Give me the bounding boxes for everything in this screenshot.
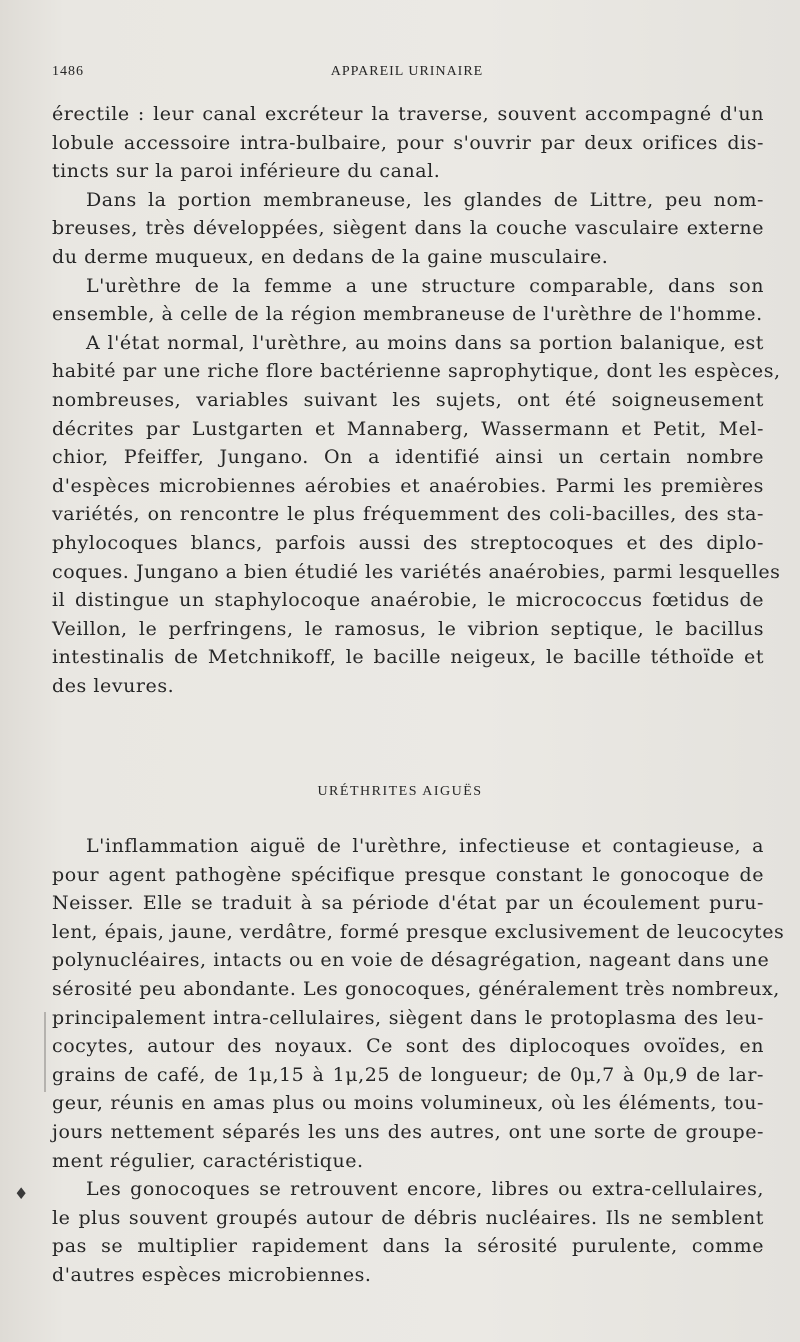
text-line: Les gonocoques se retrouvent encore, libres ou extra-cellulaires,: [86, 1178, 764, 1201]
section-title: URÉTHRITES AIGUËS: [317, 784, 483, 799]
running-title: APPAREIL URINAIRE: [330, 64, 484, 79]
text-line: habité par une riche flore bactérienne saprophytique, dont les espèces,: [52, 360, 781, 383]
text-line: coques. Jungano a bien étudié les variétés anaérobies, parmi lesquelles: [52, 560, 781, 583]
text-line: le plus souvent groupés autour de débris nucléaires. Ils ne semblent: [52, 1206, 764, 1229]
text-line: lent, épais, jaune, verdâtre, formé presque exclusivement de leucocytes: [52, 920, 785, 943]
text-line: variétés, on rencontre le plus fréquemment des coli-bacilles, des sta-: [52, 503, 764, 526]
text-line: intestinalis de Metchnikoff, le bacille neigeux, le bacille téthoïde et: [52, 646, 764, 669]
text-line: polynucléaires, intacts ou en voie de désagrégation, nageant dans une: [52, 949, 770, 972]
text-line: grains de café, de 1μ,15 à 1μ,25 de longueur; de 0μ,7 à 0μ,9 de lar-: [52, 1063, 764, 1086]
text-line: cocytes, autour des noyaux. Ce sont des diplocoques ovoïdes, en: [52, 1035, 764, 1058]
margin-rule: [44, 1012, 46, 1092]
text-line: des levures.: [52, 674, 175, 697]
body-text-part1: [52, 100, 781, 700]
text-line: chior, Pfeiffer, Jungano. On a identifié ainsi un certain nombre: [52, 446, 764, 469]
text-line: pas se multiplier rapidement dans la sérosité purulente, comme: [52, 1235, 764, 1258]
margin-mark: ♦: [14, 1184, 29, 1203]
text-line: d'autres espèces microbiennes.: [52, 1263, 372, 1286]
text-line: ment régulier, caractéristique.: [52, 1149, 364, 1172]
text-line: sérosité peu abondante. Les gonocoques, généralement très nombreux,: [52, 977, 780, 1000]
text-line: L'urèthre de la femme a une structure comparable, dans son: [86, 274, 764, 297]
text-line: décrites par Lustgarten et Mannaberg, Wassermann et Petit, Mel-: [52, 417, 764, 440]
text-line: Veillon, le perfringens, le ramosus, le vibrion septique, le bacillus: [52, 617, 764, 640]
text-line: geur, réunis en amas plus ou moins volumineux, où les éléments, tou-: [52, 1092, 764, 1115]
text-line: lobule accessoire intra-bulbaire, pour s'ouvrir par deux orifices dis-: [52, 131, 764, 154]
text-line: nombreuses, variables suivant les sujets, ont été soigneusement: [52, 388, 764, 411]
text-line: ensemble, à celle de la région membraneuse de l'urèthre de l'homme.: [52, 303, 763, 326]
text-line: jours nettement séparés les uns des autres, ont une sorte de groupe-: [52, 1120, 764, 1143]
text-line: du derme muqueux, en dedans de la gaine musculaire.: [52, 245, 609, 268]
text-line: Neisser. Elle se traduit à sa période d'état par un écoulement puru-: [52, 892, 764, 915]
text-line: il distingue un staphylocoque anaérobie, le micrococcus fœtidus de: [52, 589, 764, 612]
body-text-part2: [52, 832, 785, 1290]
page-header: [52, 64, 762, 84]
text-line: L'inflammation aiguë de l'urèthre, infectieuse et contagieuse, a: [86, 835, 764, 857]
text-line: phylocoques blancs, parfois aussi des streptocoques et des diplo-: [52, 531, 764, 554]
text-line: d'espèces microbiennes aérobies et anaérobies. Parmi les premières: [52, 474, 764, 497]
page-number: 1486: [52, 64, 84, 79]
text-line: breuses, très développées, siègent dans la couche vasculaire externe: [52, 217, 764, 240]
text-line: pour agent pathogène spécifique presque constant le gonocoque de: [52, 863, 764, 886]
text-line: tincts sur la paroi inférieure du canal.: [52, 160, 441, 183]
text-line: A l'état normal, l'urèthre, au moins dans sa portion balanique, est: [86, 331, 764, 354]
text-line: Dans la portion membraneuse, les glandes de Littre, peu nom-: [86, 188, 764, 211]
text-line: principalement intra-cellulaires, siègent dans le protoplasma des leu-: [52, 1006, 764, 1029]
text-line: érectile : leur canal excréteur la traverse, souvent accompagné d'un: [52, 103, 764, 125]
